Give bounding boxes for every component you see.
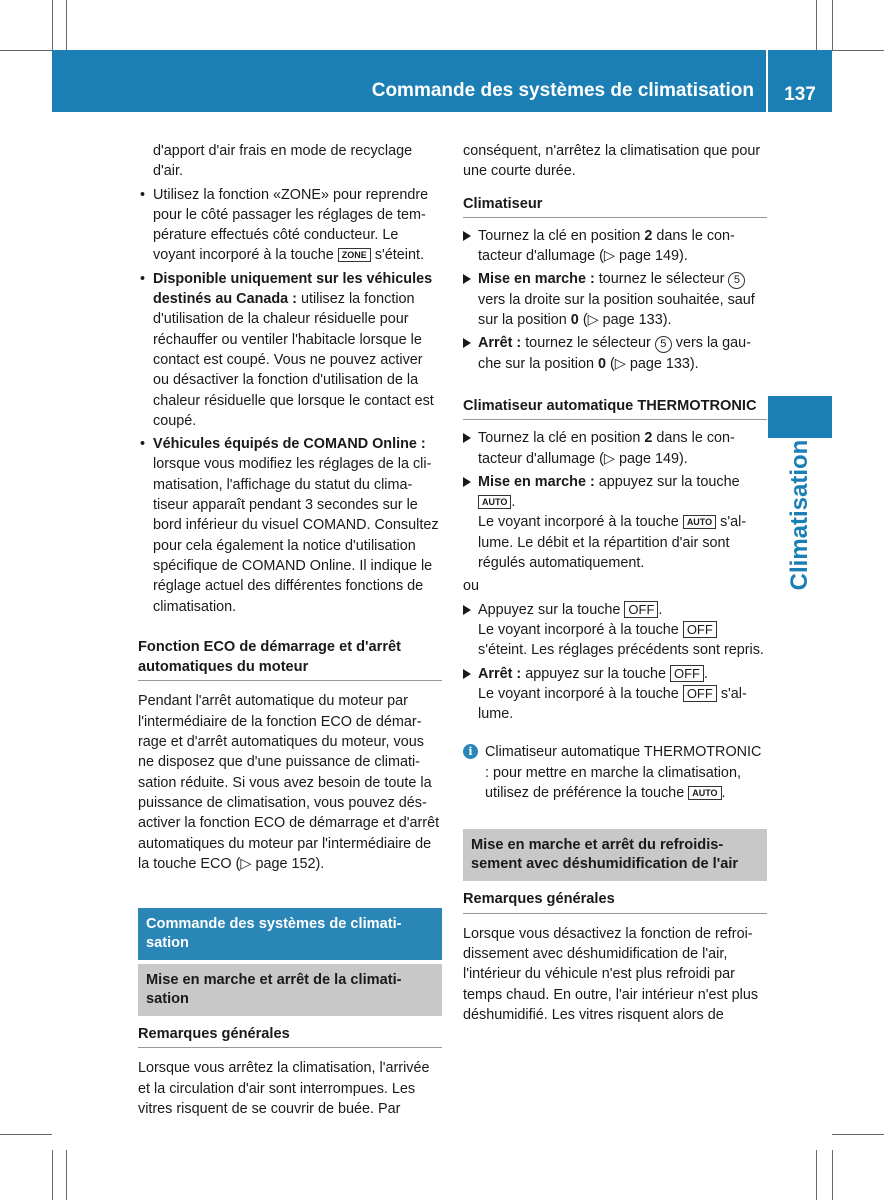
selector-5-icon: 5: [728, 272, 745, 289]
right-column: [463, 141, 767, 1025]
crop-mark: [816, 0, 817, 50]
crop-mark: [0, 50, 52, 51]
thermotronic-heading: Climatiseur automatique THERMOTRONIC: [463, 396, 767, 420]
intro-continuation: d'apport d'air frais en mode de recyclage d'air.: [153, 143, 413, 180]
arrow-icon: [463, 669, 471, 679]
off-key-icon: OFF: [683, 685, 717, 702]
chapter-tab: [768, 396, 832, 438]
auto-key-icon: AUTO: [478, 495, 511, 509]
eco-text: Pendant l'arrêt automatique du moteur par l'intermédiaire de la fonction ECO de démarrage et d'arrêt automatiques du moteur, vous ne disposez que d'une puissance de climatisation réduite. Si vous avez besoin de toute la puissance de climatisation, vous pouvez désactiver la fonction ECO de démarrage et d'arrêt automatiques du moteur par l'intermédiaire de la touche ECO (▷ page 152).: [138, 693, 440, 872]
continuation-text: conséquent, n'arrêtez la climatisation que pour une courte durée.: [463, 143, 761, 180]
crop-mark: [52, 0, 53, 50]
crop-mark: [832, 0, 833, 50]
remarks-text: Lorsque vous arrêtez la climatisation, l'arrivée et la circulation d'air sont interrompues. Les vitres risquent de se couvrir de buée. Par: [138, 1060, 430, 1117]
page-number: 137: [784, 84, 816, 105]
step-item: Tournez la clé en position 2 dans le contacteur d'allumage (▷ page 149).: [463, 226, 767, 267]
left-column: [138, 141, 442, 1119]
bullet-comand: • Véhicules équipés de COMAND Online : lorsque vous modifiez les réglages de la climatisation, l'affichage du statut du climatiseur apparaît pendant 3 secondes sur le bord inférieur du visuel COMAND. Consultez pour cela également la notice d'utilisation spécifique de COMAND Online. Il indique le réglage actuel des différentes fonctions de climatisation.: [138, 434, 442, 617]
zone-key-icon: ZONE: [338, 248, 371, 262]
remarks-heading: Remarques générales: [138, 1024, 442, 1048]
auto-key-icon: AUTO: [683, 515, 716, 529]
off-key-icon: OFF: [624, 601, 658, 618]
bullet-canada: • Disponible uniquement sur les véhicules destinés au Canada : utilisez la fonction d'utilisation de la chaleur résiduelle pour réchauffer ou ventiler l'habitacle lorsque le contact est coupé. Vous ne pouvez activer ou désactiver la fonction d'utilisation de la chaleur résiduelle que lorsque le contact est coupé.: [138, 269, 442, 431]
climatiseur-heading: Climatiseur: [463, 194, 767, 218]
bullet-zone: • Utilisez la fonction «ZONE» pour reprendre pour le côté passager les réglages de température effectués côté conducteur. Le voyant incorporé à la touche ZONE s'éteint.: [138, 185, 442, 266]
arrow-icon: [463, 477, 471, 487]
info-icon: i: [463, 744, 478, 759]
arrow-icon: [463, 231, 471, 241]
eco-heading: Fonction ECO de démarrage et d'arrêt automatiques du moteur: [138, 637, 442, 682]
step-item: Mise en marche : tournez le sélecteur 5 vers la droite sur la position souhaitée, sauf sur la position 0 (▷ page 133).: [463, 269, 767, 330]
auto-key-icon: AUTO: [688, 786, 721, 800]
arrow-icon: [463, 274, 471, 284]
remarks-text: Lorsque vous désactivez la fonction de refroidissement avec déshumidification de l'air, l'intérieur du véhicule n'est plus refroidi par temps chaud. En outre, l'air intérieur n'est plus déshumidifié. Les vitres risquent alors de: [463, 925, 759, 1023]
remarks-heading: Remarques générales: [463, 889, 767, 913]
crop-mark: [832, 1134, 884, 1135]
arrow-icon: [463, 338, 471, 348]
step-item: Appuyez sur la touche OFF . Le voyant incorporé à la touche OFF s'éteint. Les réglages précédents sont repris.: [463, 600, 767, 661]
step-item: Mise en marche : appuyez sur la touche AUTO . Le voyant incorporé à la touche AUTO s'allume. Le débit et la répartition d'air sont régulés automatiquement.: [463, 472, 767, 573]
step-item: Arrêt : tournez le sélecteur 5 vers la gauche sur la position 0 (▷ page 133).: [463, 333, 767, 374]
section-heading-gray: Mise en marche et arrêt du refroidissement avec déshumidification de l'air: [463, 829, 767, 881]
selector-5-icon: 5: [655, 336, 672, 353]
step-item: Tournez la clé en position 2 dans le contacteur d'allumage (▷ page 149).: [463, 428, 767, 469]
off-key-icon: OFF: [683, 621, 717, 638]
or-text: ou: [463, 578, 480, 595]
info-note: i Climatiseur automatique THERMOTRONIC : pour mettre en marche la climatisation, utilisez de préférence la touche AUTO .: [463, 742, 767, 803]
crop-mark: [832, 50, 884, 51]
crop-mark: [66, 0, 67, 50]
crop-mark: [0, 1134, 52, 1135]
chapter-label: Climatisation: [786, 439, 813, 591]
section-heading-gray: Mise en marche et arrêt de la climatisation: [138, 964, 442, 1016]
section-heading-blue: Commande des systèmes de climatisation: [138, 908, 442, 960]
step-item: Arrêt : appuyez sur la touche OFF . Le voyant incorporé à la touche OFF s'allume.: [463, 664, 767, 725]
crop-mark: [816, 1150, 817, 1200]
off-key-icon: OFF: [670, 665, 704, 682]
page-title: Commande des systèmes de climatisation: [371, 80, 754, 101]
arrow-icon: [463, 433, 471, 443]
crop-mark: [832, 1150, 833, 1200]
crop-mark: [52, 1150, 53, 1200]
arrow-icon: [463, 605, 471, 615]
crop-mark: [66, 1150, 67, 1200]
